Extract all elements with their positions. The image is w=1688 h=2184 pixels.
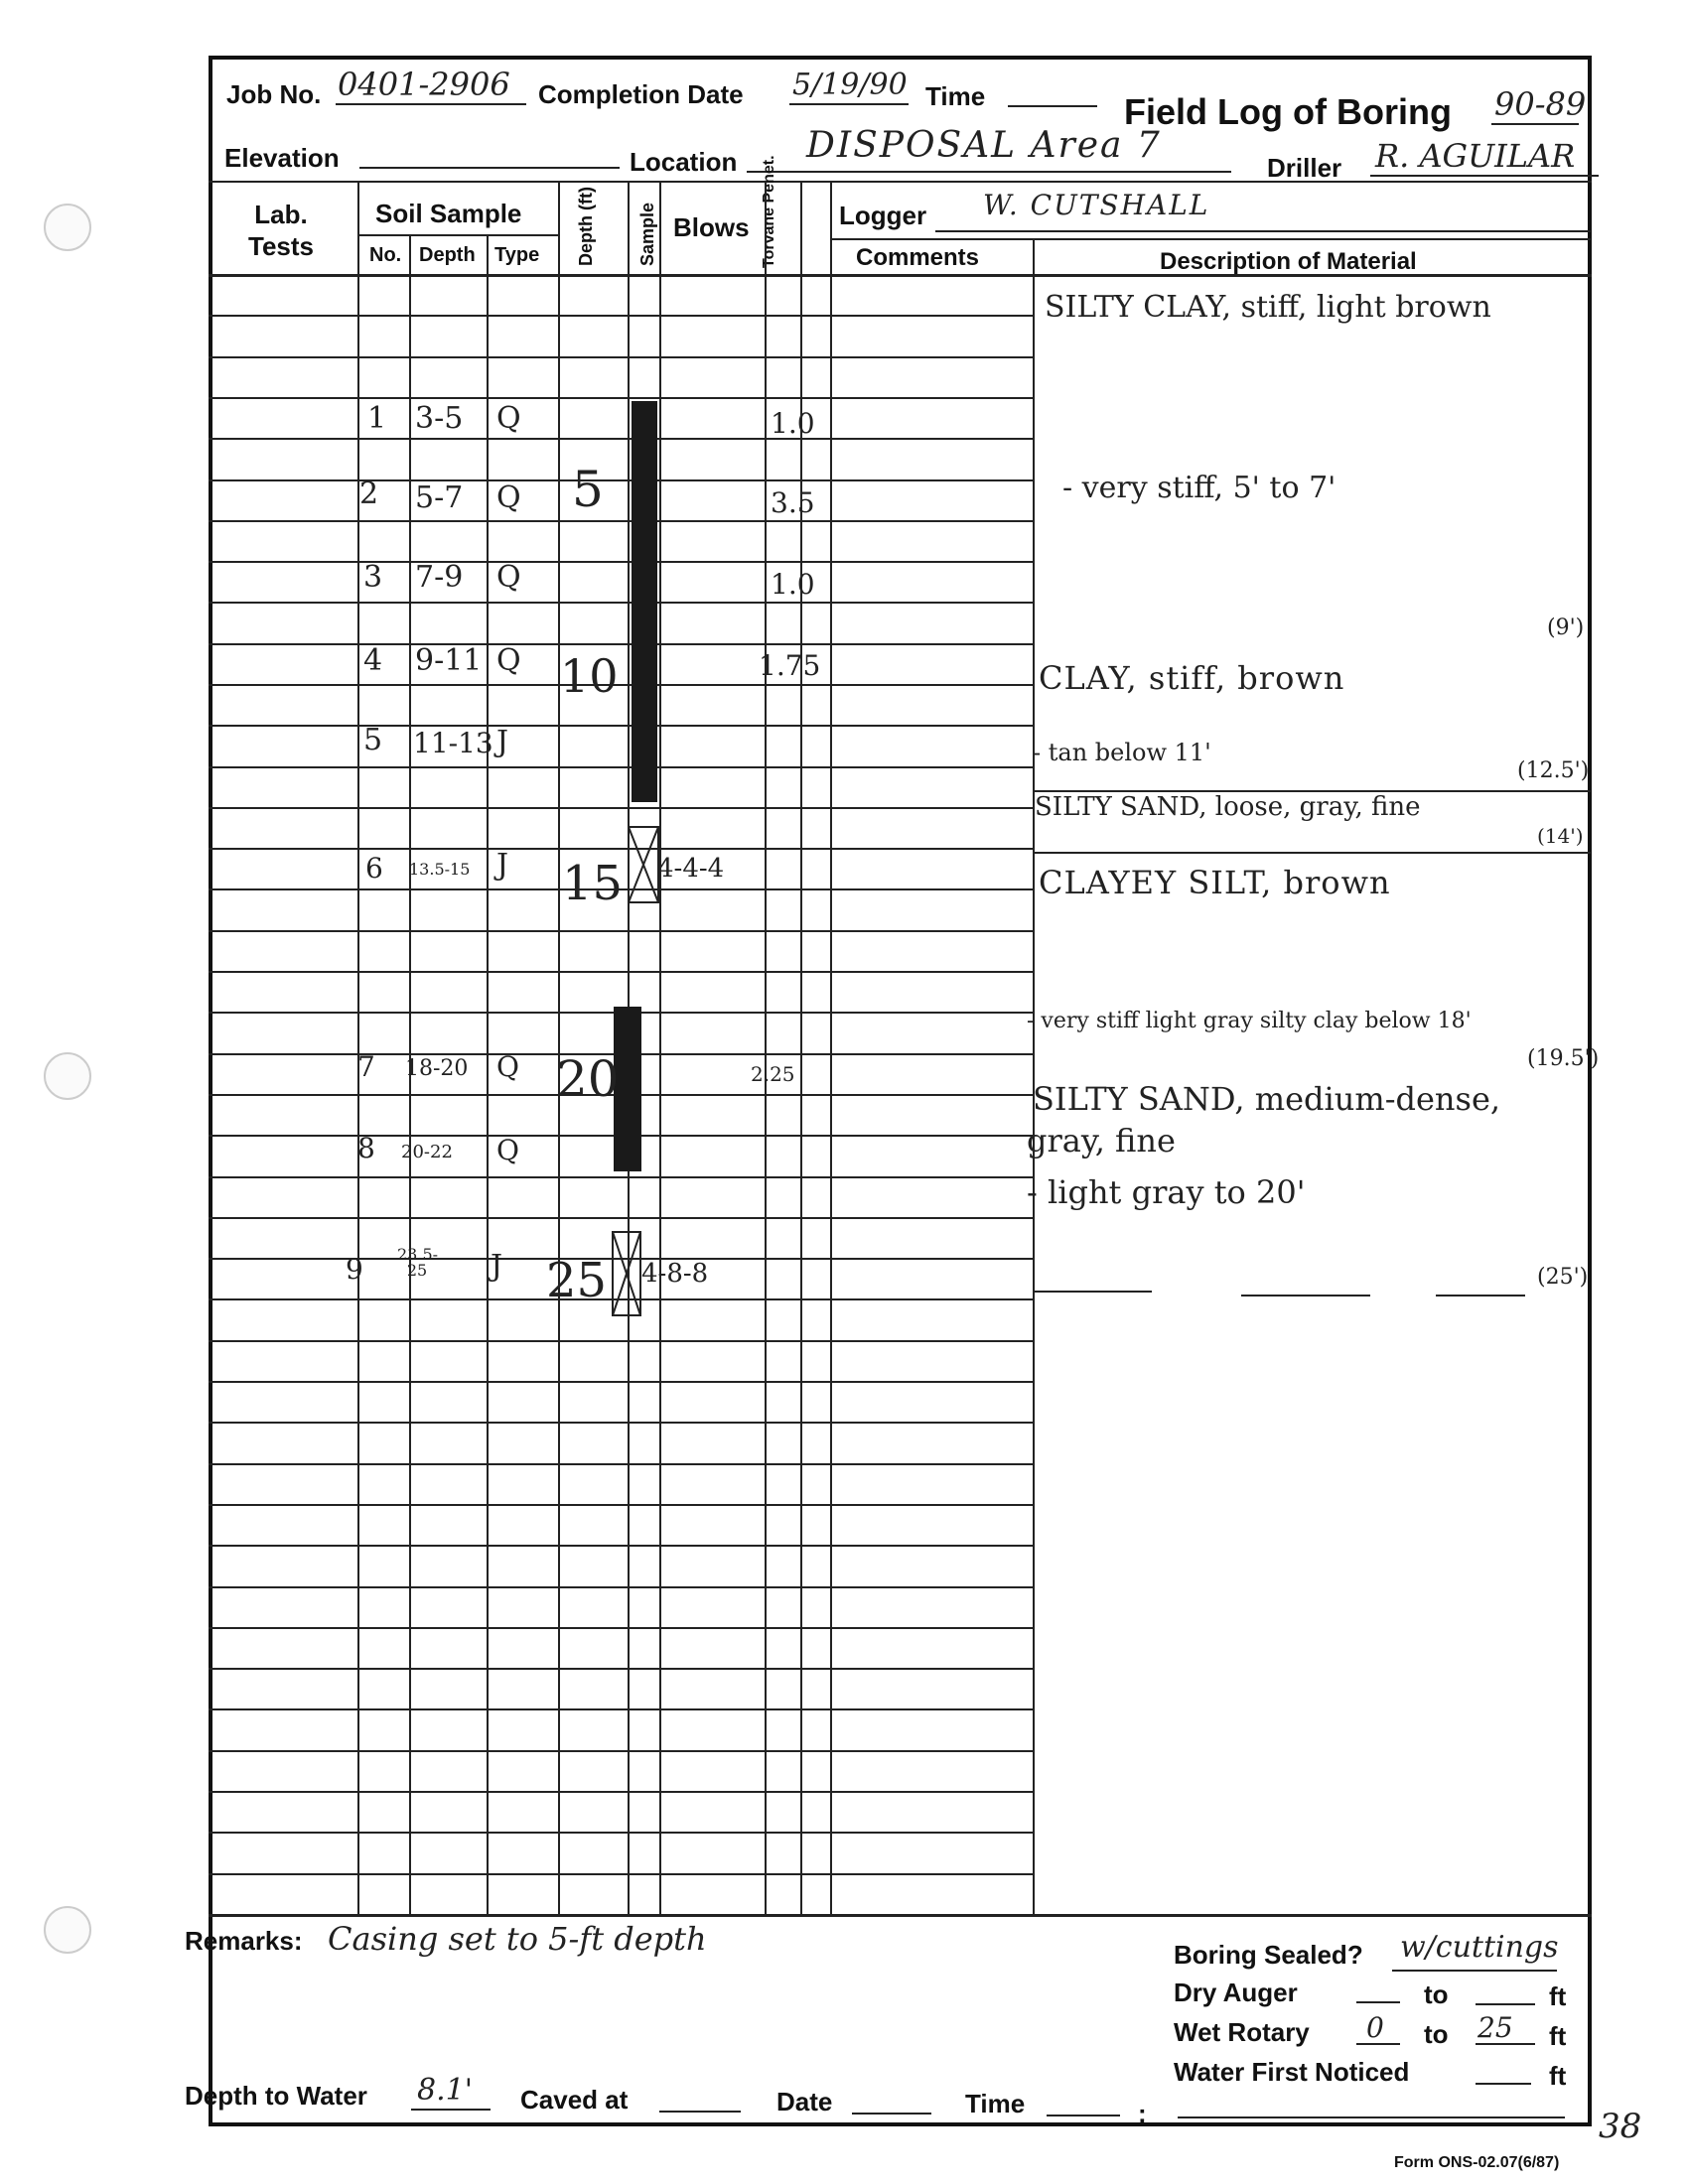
table-row-line	[209, 971, 1033, 973]
remarks-value: Casing set to 5-ft depth	[328, 1920, 707, 1958]
sample-type: Q	[496, 1134, 519, 1166]
dry-auger-label: Dry Auger	[1174, 1978, 1298, 2007]
table-row-line	[209, 1668, 1033, 1670]
col-line-blows	[659, 181, 661, 1914]
footer-time-label: Time	[965, 2089, 1026, 2118]
sample-depth: 7-9	[415, 560, 464, 595]
page-mark: 38	[1599, 2107, 1642, 2146]
table-row-line	[209, 561, 1033, 563]
col-line-no	[357, 181, 359, 1914]
form-title: Field Log of Boring	[1124, 91, 1452, 132]
column-depth-ft: Depth (ft)	[576, 187, 596, 266]
sample-depth: 13.5-15	[409, 860, 471, 879]
location-value: DISPOSAL Area 7	[806, 125, 1162, 166]
sample-no: 5	[363, 723, 383, 757]
table-row-line	[209, 1340, 1033, 1342]
table-row-line	[209, 1832, 1033, 1834]
sample-torvane: 1.75	[759, 649, 821, 682]
table-row-line	[209, 1422, 1033, 1424]
logger-value: W. CUTSHALL	[983, 189, 1210, 221]
depth-to-water-label: Depth to Water	[185, 2081, 367, 2111]
caved-at-underline	[659, 2111, 741, 2113]
table-row-line	[209, 479, 1033, 481]
table-row-line	[209, 602, 1033, 604]
table-row-line	[209, 1463, 1033, 1465]
table-row-line	[209, 643, 1033, 645]
col-line-description	[1033, 238, 1035, 1914]
sample-no: 9	[346, 1253, 363, 1286]
stratum-line	[1436, 1295, 1525, 1297]
sample-depth: 5-7	[415, 480, 464, 515]
sample-type: J	[496, 725, 509, 759]
col-line-torvane-right	[800, 181, 802, 1914]
table-row-line	[209, 356, 1033, 358]
sample-depth: 9-11	[415, 643, 483, 678]
table-row-line	[209, 684, 1033, 686]
sample-torvane: 3.5	[771, 486, 815, 519]
job-no-label: Job No.	[226, 79, 322, 109]
stratum-line	[1241, 1295, 1370, 1297]
sample-bar	[632, 401, 657, 802]
sample-depth: 11-13	[413, 727, 493, 759]
stratum-line	[1033, 790, 1591, 792]
split-spoon-x-icon	[612, 1231, 641, 1316]
table-row-line	[209, 397, 1033, 399]
sample-blows: 4-8-8	[641, 1259, 709, 1289]
sample-no: 6	[365, 852, 383, 885]
col-line-comments	[830, 181, 832, 1914]
dry-auger-to-underline	[1476, 2003, 1535, 2005]
description-line: CLAY, stiff, brown	[1039, 659, 1345, 697]
sample-type: Q	[496, 401, 521, 436]
elevation-underline	[359, 167, 620, 169]
column-sample: Sample	[637, 202, 657, 266]
table-row-line	[209, 438, 1033, 440]
sample-no: 1	[367, 401, 387, 436]
table-row-line	[209, 1176, 1033, 1178]
depth-mark: 20	[556, 1050, 620, 1108]
table-row-line	[209, 1750, 1033, 1752]
table-row-line	[209, 807, 1033, 809]
wet-rotary-from: 0	[1366, 2011, 1384, 2044]
table-row-line	[209, 315, 1033, 317]
sample-depth: 20-22	[401, 1142, 453, 1162]
stratum-line	[1033, 1291, 1152, 1293]
sample-torvane: 1.0	[771, 568, 815, 601]
description-line: (14')	[1537, 824, 1584, 848]
column-soil-sample: Soil Sample	[375, 199, 522, 228]
binder-hole	[44, 204, 91, 251]
wet-rotary-to: 25	[1477, 2011, 1513, 2044]
depth-mark: 15	[562, 856, 624, 911]
table-header-bottom	[209, 274, 1592, 277]
table-row-line	[209, 1791, 1033, 1793]
sample-type: Q	[496, 643, 521, 678]
caved-at-label: Caved at	[520, 2085, 629, 2115]
signature-underline	[1178, 2116, 1565, 2118]
description-line: (19.5')	[1527, 1046, 1600, 1071]
time-label: Time	[925, 81, 986, 111]
description-line: CLAYEY SILT, brown	[1039, 864, 1391, 901]
sample-no: 3	[363, 560, 383, 595]
sample-type: J	[491, 1249, 503, 1284]
description-line: - light gray to 20'	[1027, 1173, 1306, 1211]
column-comments: Comments	[856, 244, 980, 271]
depth-mark: 10	[560, 649, 619, 703]
table-row-line	[209, 766, 1033, 768]
boring-sealed-label: Boring Sealed?	[1174, 1940, 1363, 1970]
job-no-underline	[336, 103, 526, 105]
time-underline	[1008, 105, 1097, 107]
wet-rotary-ft-label: ft	[1549, 2021, 1567, 2051]
sample-no: 2	[359, 477, 379, 511]
wet-rotary-from-underline	[1356, 2043, 1400, 2045]
sample-no: 7	[357, 1050, 375, 1083]
footer-divider	[209, 1914, 1592, 1917]
col-line-type	[487, 236, 489, 1914]
date-underline	[852, 2113, 931, 2115]
boring-no-value: 90-89	[1494, 85, 1587, 123]
column-torvane: Torvane Penet.	[761, 155, 777, 268]
depth-to-water-value: 8.1'	[417, 2073, 473, 2108]
table-row-line	[209, 1381, 1033, 1383]
description-line: (12.5')	[1517, 758, 1590, 783]
description-line: - tan below 11'	[1033, 739, 1211, 766]
sample-no: 4	[363, 643, 383, 678]
elevation-label: Elevation	[224, 143, 340, 173]
comments-divider	[830, 238, 1591, 240]
boring-no-underline	[1491, 123, 1579, 125]
boring-sealed-underline	[1392, 1970, 1557, 1972]
col-line-depthft	[558, 181, 560, 1914]
column-type: Type	[494, 244, 540, 266]
boring-sealed-value: w/cuttings	[1400, 1930, 1559, 1965]
col-line-torvane	[765, 181, 767, 1914]
description-line: (25')	[1537, 1265, 1589, 1290]
table-row-line	[209, 1545, 1033, 1547]
sample-no: 8	[357, 1132, 375, 1164]
water-first-underline	[1476, 2083, 1531, 2085]
water-first-label: Water First Noticed	[1174, 2057, 1410, 2087]
table-row-line	[209, 1627, 1033, 1629]
column-description: Description of Material	[1160, 248, 1417, 275]
description-line: (9')	[1547, 615, 1585, 640]
table-row-line	[209, 520, 1033, 522]
footer-time-underline	[1047, 2115, 1120, 2116]
location-label: Location	[630, 147, 738, 177]
split-spoon-x-icon	[628, 826, 659, 903]
sample-type: Q	[496, 480, 521, 515]
table-row-line	[209, 1217, 1033, 1219]
wet-rotary-to-underline	[1476, 2043, 1535, 2045]
time-colon: :	[1138, 2099, 1147, 2128]
soil-sample-divider	[357, 234, 558, 236]
description-line: SILTY CLAY, stiff, light brown	[1045, 290, 1491, 325]
description-line: SILTY SAND, loose, gray, fine	[1035, 792, 1421, 822]
logger-underline	[935, 230, 1591, 232]
stratum-line	[1033, 852, 1591, 854]
header-divider	[209, 181, 1592, 183]
sample-type: J	[496, 848, 509, 883]
description-line: SILTY SAND, medium-dense,	[1033, 1080, 1501, 1118]
sample-depth: 18-20	[405, 1056, 469, 1081]
sample-depth: 3-5	[415, 401, 464, 436]
table-row-line	[209, 1873, 1033, 1875]
table-row-line	[209, 725, 1033, 727]
completion-date-value: 5/19/90	[792, 68, 908, 102]
date-label: Date	[776, 2087, 833, 2116]
dry-auger-ft-label: ft	[1549, 1981, 1567, 2011]
form-number: Form ONS-02.07(6/87)	[1394, 2154, 1560, 2171]
depth-mark: 25	[546, 1253, 608, 1308]
sample-depth: 23.5-25	[397, 1245, 439, 1280]
table-row-line	[209, 1504, 1033, 1506]
binder-hole	[44, 1906, 91, 1954]
sample-blows: 4-4-4	[657, 854, 725, 884]
description-line: - very stiff, 5' to 7'	[1062, 471, 1336, 505]
dry-auger-to-label: to	[1424, 1979, 1449, 2009]
wet-rotary-to-label: to	[1424, 2019, 1449, 2049]
driller-label: Driller	[1267, 153, 1342, 183]
column-blows: Blows	[673, 212, 750, 242]
location-underline	[747, 171, 1231, 173]
column-depth: Depth	[419, 244, 476, 266]
column-no: No.	[369, 244, 402, 266]
column-lab-tests: Lab. Tests	[248, 200, 314, 261]
description-line: gray, fine	[1027, 1122, 1176, 1160]
dry-auger-from-underline	[1356, 2001, 1400, 2003]
logger-label: Logger	[839, 201, 927, 230]
binder-hole	[44, 1052, 91, 1100]
completion-date-underline	[789, 103, 909, 105]
table-row-line	[209, 930, 1033, 932]
sample-torvane: 2.25	[751, 1062, 795, 1086]
table-row-line	[209, 1708, 1033, 1710]
depth-to-water-underline	[411, 2109, 491, 2111]
completion-date-label: Completion Date	[538, 79, 744, 109]
driller-value: R. AGUILAR	[1375, 137, 1576, 175]
sample-type: Q	[496, 560, 521, 595]
table-row-line	[209, 848, 1033, 850]
depth-mark: 5	[572, 461, 604, 518]
description-line: - very stiff light gray silty clay below 18'	[1027, 1009, 1472, 1033]
sample-type: Q	[496, 1050, 519, 1083]
table-row-line	[209, 1586, 1033, 1588]
remarks-label: Remarks:	[185, 1926, 303, 1956]
driller-underline	[1370, 175, 1599, 177]
wet-rotary-label: Wet Rotary	[1174, 2017, 1310, 2047]
water-first-ft-label: ft	[1549, 2061, 1567, 2091]
sample-torvane: 1.0	[771, 407, 815, 440]
job-no-value: 0401-2906	[338, 66, 510, 103]
